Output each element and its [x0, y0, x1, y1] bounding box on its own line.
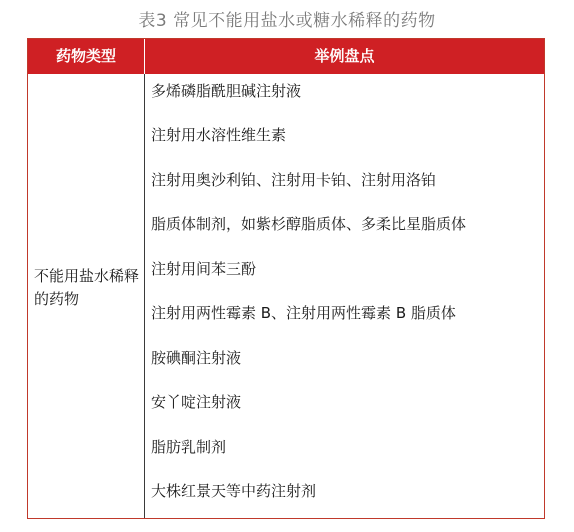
- drug-table: [27, 38, 545, 519]
- header-drug-type: 药物类型: [55, 47, 116, 65]
- example-item: 注射用两性霉素 B、注射用两性霉素 B 脂质体: [151, 304, 456, 322]
- example-item: 脂质体制剂，如紫杉醇脂质体、多柔比星脂质体: [151, 215, 467, 233]
- example-item: 大株红景天等中药注射剂: [151, 482, 317, 500]
- header-examples: 举例盘点: [314, 47, 375, 65]
- example-item: 多烯磷脂酰胆碱注射液: [151, 82, 302, 100]
- column-divider: [144, 74, 145, 518]
- example-item: 脂肪乳制剂: [151, 438, 227, 456]
- example-item: 注射用水溶性维生素: [151, 126, 287, 144]
- example-item: 胺碘酮注射液: [151, 349, 242, 367]
- example-item: 注射用间苯三酚: [151, 260, 257, 278]
- example-item: 安丫啶注射液: [151, 393, 242, 411]
- drug-category-cell: 不能用盐水稀释的药物: [34, 267, 140, 308]
- example-item: 注射用奥沙利铂、注射用卡铂、注射用洛铂: [151, 171, 437, 189]
- table-caption: 表3 常见不能用盐水或糖水稀释的药物: [138, 11, 436, 31]
- table-header-row: [28, 39, 544, 74]
